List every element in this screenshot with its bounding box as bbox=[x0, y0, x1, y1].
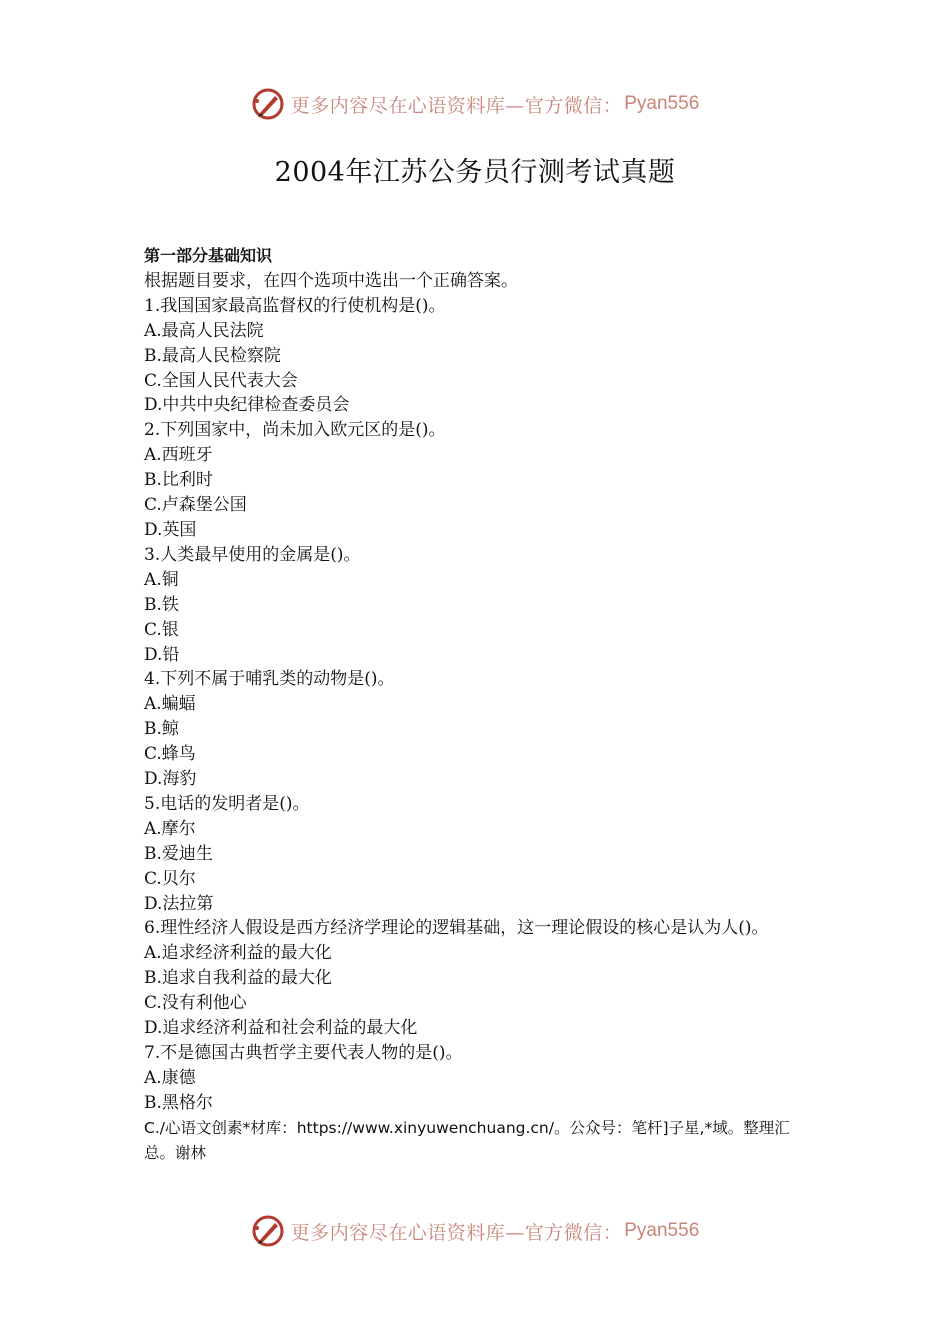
option-line: B.最高人民检察院 bbox=[144, 345, 281, 366]
banner-text: 更多内容尽在心语资料库—官方微信： bbox=[290, 94, 623, 117]
banner-text: 更多内容尽在心语资料库—官方微信： bbox=[290, 1221, 623, 1244]
option-line: D.铅 bbox=[144, 644, 180, 665]
document-body bbox=[144, 244, 814, 1166]
option-line: A.追求经济利益的最大化 bbox=[144, 943, 332, 964]
page-title: 2004年江苏公务员行测考试真题 bbox=[274, 157, 676, 188]
option-line: C.卢森堡公国 bbox=[144, 495, 247, 516]
option-line: A.西班牙 bbox=[144, 445, 213, 466]
option-line: C.银 bbox=[144, 619, 179, 640]
option-line: B.追求自我利益的最大化 bbox=[144, 968, 332, 989]
option-line: C.全国人民代表大会 bbox=[144, 370, 298, 391]
option-line: A.最高人民法院 bbox=[144, 320, 264, 341]
banner-handle: Pyan556 bbox=[624, 1220, 700, 1241]
question-line: 3.人类最早使用的金属是()。 bbox=[144, 544, 361, 565]
question-line: 1.我国国家最高监督权的行使机构是()。 bbox=[144, 295, 446, 316]
option-line: B.黑格尔 bbox=[144, 1092, 213, 1113]
question-line: 4.下列不属于哺乳类的动物是()。 bbox=[144, 669, 395, 690]
pen-logo-icon bbox=[251, 87, 285, 121]
banner-handle: Pyan556 bbox=[624, 93, 700, 114]
option-line: C.没有利他心 bbox=[144, 993, 247, 1014]
header-banner bbox=[0, 84, 950, 124]
section-heading: 第一部分基础知识 bbox=[144, 246, 273, 265]
question-line: 6.理性经济人假设是西方经济学理论的逻辑基础，这一理论假设的核心是认为人()。 bbox=[144, 918, 769, 939]
question-line: 7.不是德国古典哲学主要代表人物的是()。 bbox=[144, 1043, 463, 1063]
option-line: B.比利时 bbox=[144, 470, 213, 491]
option-line: A.康德 bbox=[144, 1067, 196, 1088]
pen-logo-icon bbox=[251, 1214, 285, 1248]
instruction-text: 根据题目要求，在四个选项中选出一个正确答案。 bbox=[144, 270, 518, 291]
option-line: D.英国 bbox=[144, 519, 197, 540]
option-line: D.追求经济利益和社会利益的最大化 bbox=[144, 1018, 418, 1039]
question-line: 2.下列国家中，尚未加入欧元区的是()。 bbox=[144, 420, 446, 441]
option-line: B.铁 bbox=[144, 594, 179, 615]
option-line: A.摩尔 bbox=[144, 818, 196, 839]
option-line: B.鲸 bbox=[144, 719, 179, 740]
option-line: D.海豹 bbox=[144, 769, 197, 790]
question-line: 5.电话的发明者是()。 bbox=[144, 793, 310, 814]
footer-note: C./心语文创素*材库：https://www.xinyuwenchuang.cn/。公众号：笔杆]子星,*域。整理汇总。谢林 bbox=[144, 1118, 790, 1162]
option-line: D.法拉第 bbox=[144, 893, 214, 914]
option-line: D.中共中央纪律检查委员会 bbox=[144, 395, 350, 416]
option-line: A.铜 bbox=[144, 569, 179, 590]
option-line: A.蝙蝠 bbox=[144, 694, 196, 715]
option-line: B.爱迪生 bbox=[144, 843, 213, 864]
footer-banner bbox=[0, 1211, 950, 1251]
option-line: C.蜂鸟 bbox=[144, 744, 196, 765]
option-line: C.贝尔 bbox=[144, 868, 196, 889]
